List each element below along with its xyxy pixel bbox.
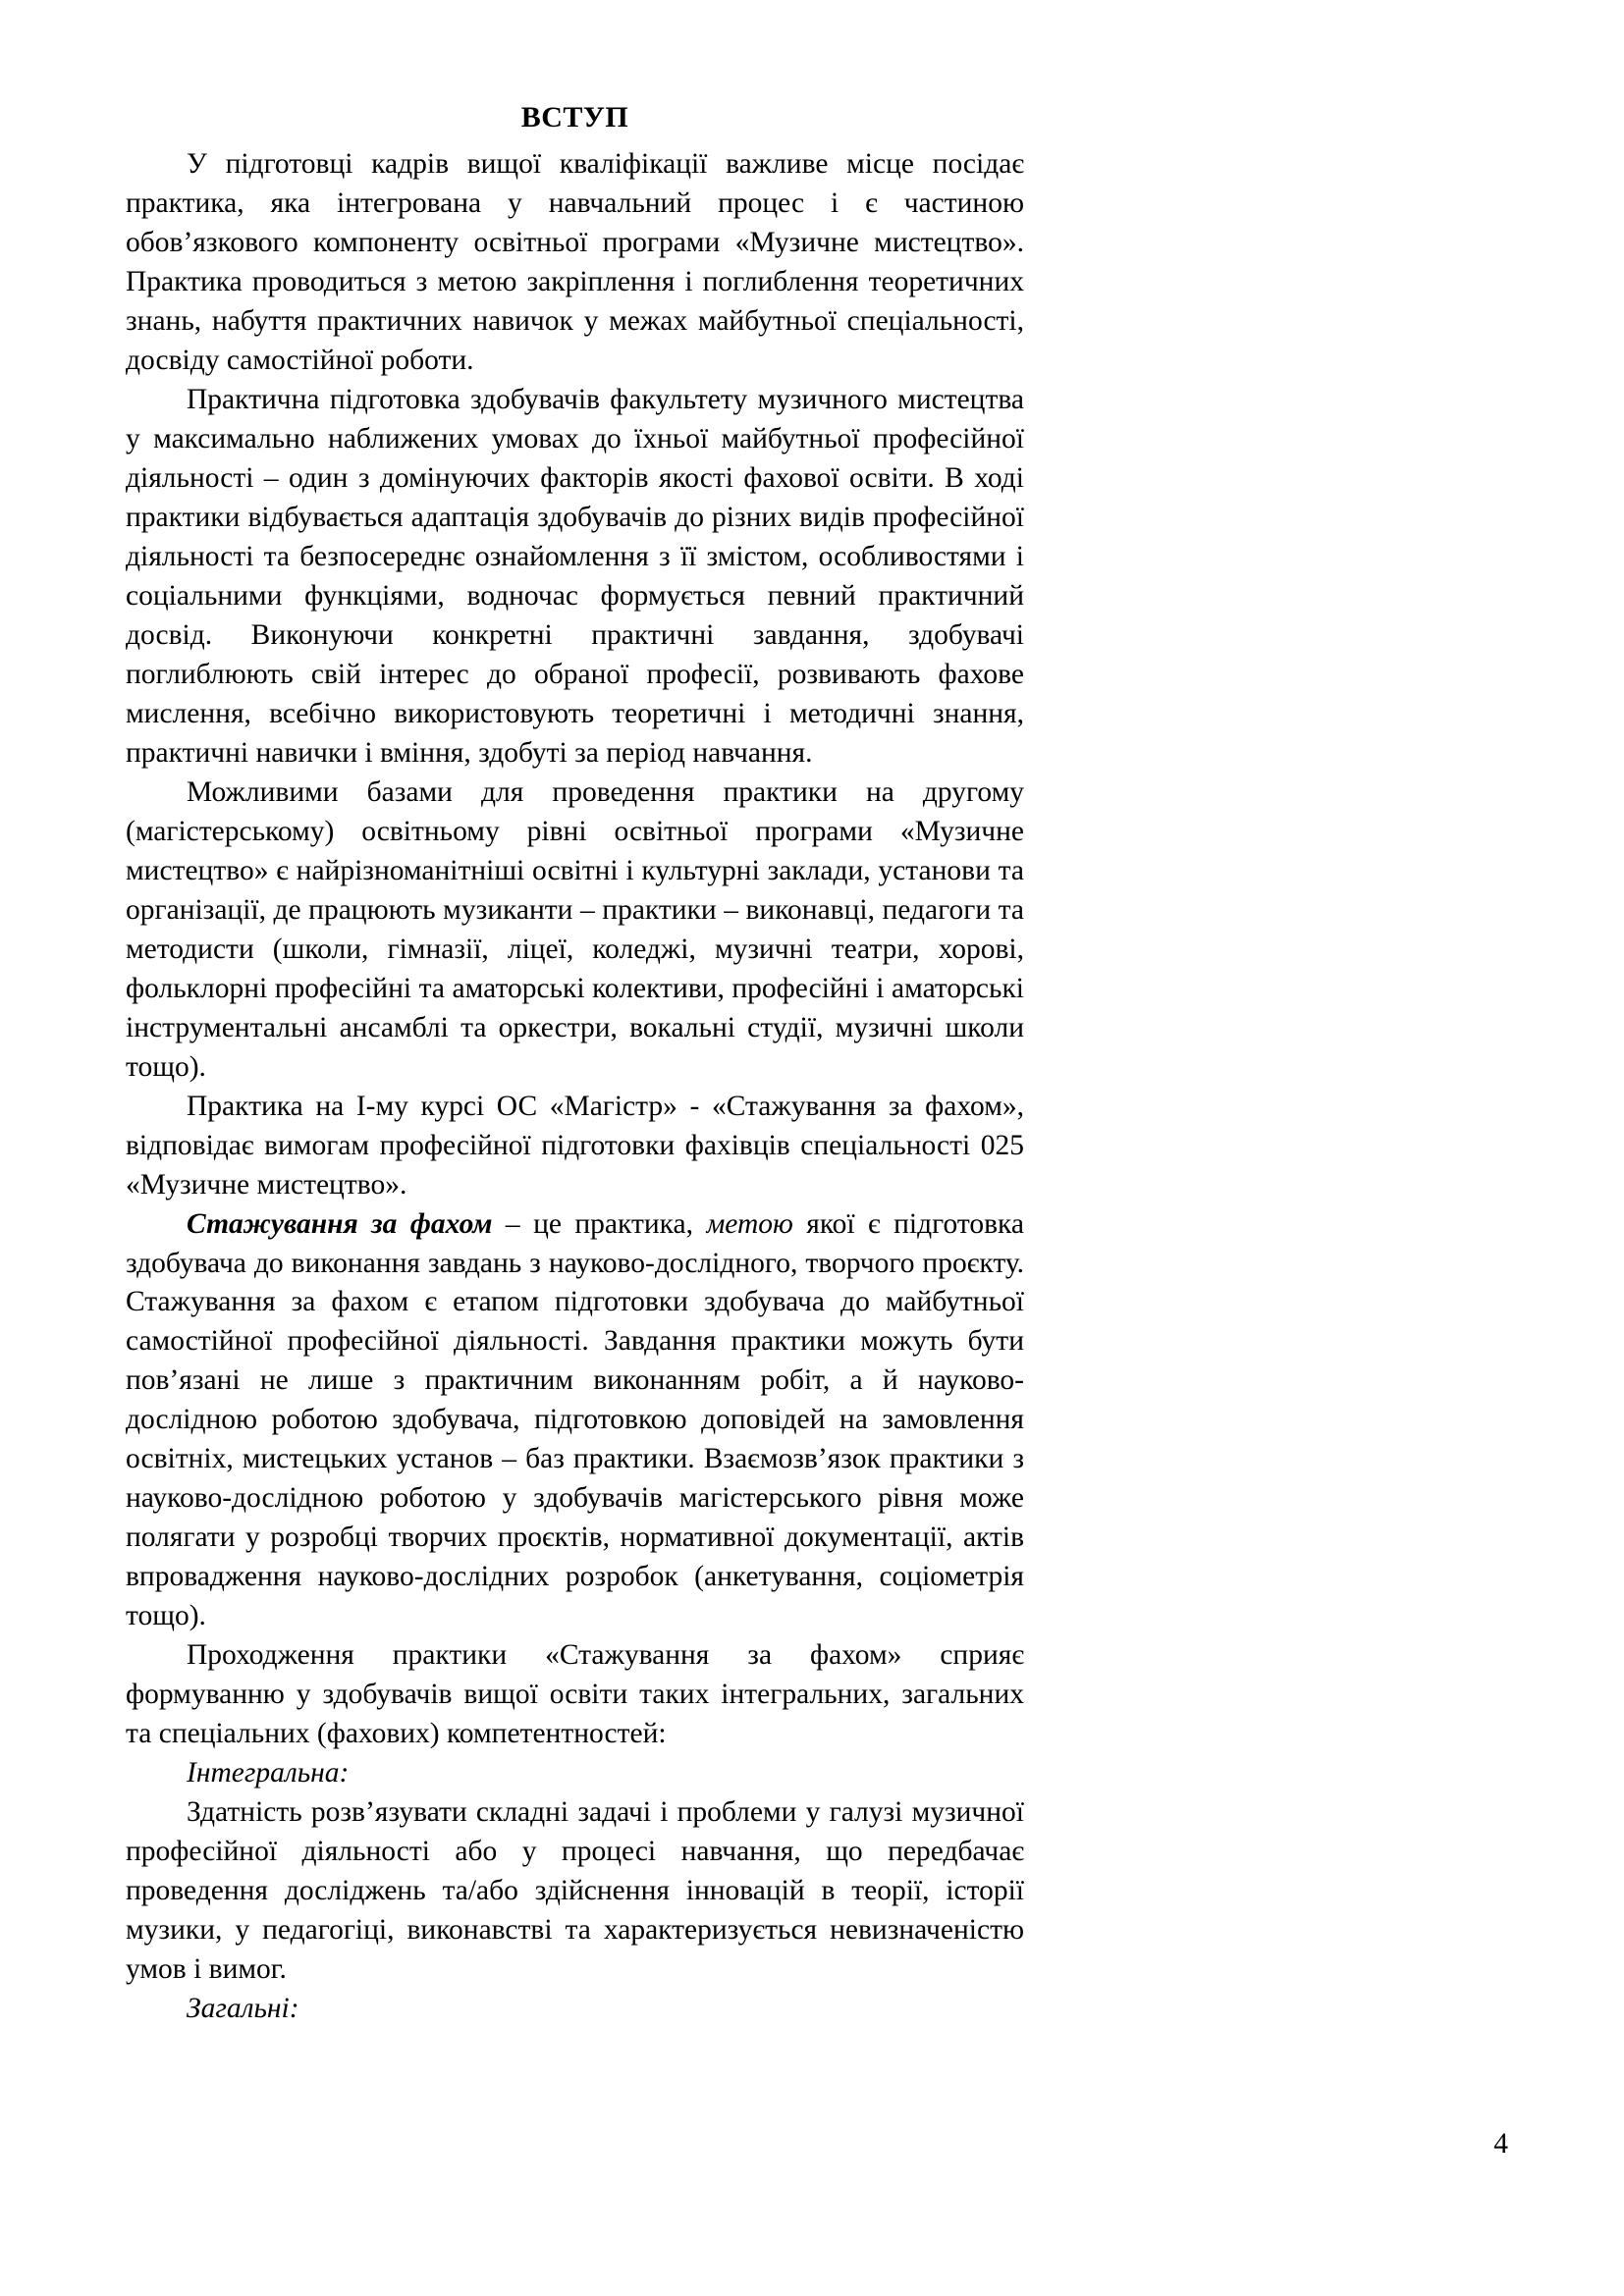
paragraph — [126, 1754, 1024, 1793]
paragraph — [126, 1088, 1024, 1205]
italic-text: Інтегральна: — [187, 1757, 350, 1789]
body-text — [126, 145, 1024, 2029]
text-run: якої є підготовка здобувача до виконання завдань з науково-дослідного, творчого проєкту. Стажування за фахом є етапом підготовки здобувача до майбутньої самостійної професійної діяльності. Завдання практики можуть бути пов’язані не лише з практичним виконанням робіт, а й науково-дослідною роботою здобувача, підготовкою доповідей на замовлення освітніх, мистецьких установ – баз практики. Взаємозв’язок практики з науково-дослідною роботою у здобувачів магістерського рівня може полягати у розробці творчих проєктів, нормативної документації, актів впровадження науково-дослідних розробок (анкетування, соціометрія тощо). — [126, 1207, 1024, 1632]
italic-text: Загальні: — [187, 1992, 299, 2024]
italic-text: метою — [706, 1207, 793, 1240]
text-run: Можливими базами для проведення практики на другому (магістерському) освітньому рівні освітньої програми «Музичне мистецтво» є найрізноманітніші освітні і культурні заклади, установи та організації, де працюють музиканти – практики – виконавці, педагоги та методисти (школи, гімназії, ліцеї, коледжі, музичні театри, хорові, фольклорні професійні та аматорські колективи, професійні і аматорські інструментальні ансамблі та оркестри, вокальні студії, музичні школи тощо). — [126, 775, 1024, 1083]
page-title: ВСТУП — [520, 101, 629, 133]
text-run: Практична підготовка здобувачів факультету музичного мистецтва у максимально наближених умовах до їхньої майбутньої професійної діяльності – один з домінуючих факторів якості фахової освіти. В ході практики відбувається адаптація здобувачів до різних видів професійної діяльності та безпосереднє ознайомлення з її змістом, особливостями і соціальними функціями, водночас формується певний практичний досвід. Виконуючи конкретні практичні завдання, здобувачі поглиблюють свій інтерес до обраної професії, розвивають фахове мислення, всебічно використовують теоретичні і методичні знання, практичні навички і вміння, здобуті за період навчання. — [126, 384, 1024, 769]
paragraph — [126, 381, 1024, 774]
paragraph — [126, 1636, 1024, 1754]
text-run: Проходження практики «Стажування за фахом» сприяє формуванню у здобувачів вищої освіти таких інтегральних, загальних та спеціальних (фахових) компетентностей: — [126, 1639, 1024, 1750]
paragraph — [126, 1793, 1024, 1990]
page-content — [126, 100, 1024, 2029]
term-emphasis: Стажування за фахом — [187, 1207, 493, 1240]
text-run: – це практика, — [492, 1207, 707, 1240]
paragraph — [126, 145, 1024, 381]
paragraph — [126, 1205, 1024, 1637]
paragraph — [126, 1990, 1024, 2029]
text-run: Практика на І-му курсі ОС «Магістр» - «Стажування за фахом», відповідає вимогам професійної підготовки фахівців спеціальності 025 «Музичне мистецтво». — [126, 1090, 1024, 1201]
text-run: Здатність розв’язувати складні задачі і проблеми у галузі музичної професійної діяльності або у процесі навчання, що передбачає проведення досліджень та/або здійснення інновацій в теорії, історії музики, у педагогіці, виконавстві та характеризується невизначеністю умов і вимог. — [126, 1796, 1024, 1985]
paragraph — [126, 774, 1024, 1088]
page-number: 4 — [1493, 2128, 1508, 2160]
text-run: У підготовці кадрів вищої кваліфікації важливе місце посідає практика, яка інтегрована у навчальний процес і є частиною обов’язкового компоненту освітньої програми «Музичне мистецтво». Практика проводиться з метою закріплення і поглиблення теоретичних знань, набуття практичних навичок у межах майбутньої спеціальності, досвіду самостійної роботи. — [126, 148, 1024, 377]
